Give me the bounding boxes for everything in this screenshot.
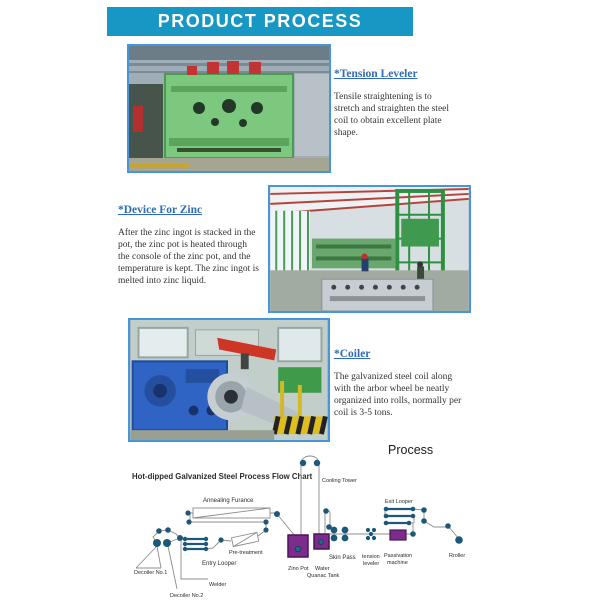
passivation-machine-label-line2: machine	[387, 560, 408, 566]
zinc-device-photo	[268, 185, 471, 313]
rroller-label: Rroller	[449, 553, 466, 559]
page-title: PRODUCT PROCESS	[157, 11, 363, 31]
pre-treatment-label: Pre-treatment	[229, 550, 263, 556]
zinc-pot-label: Zino Pot	[288, 566, 309, 572]
coiler-description: The galvanized steel coil along with the arbor wheel be neatly organized into rolls, normally per coil is 3-5 tons.	[334, 372, 462, 418]
coiler-heading-link[interactable]: *Coiler	[334, 348, 371, 360]
pre-treatment-shape	[231, 532, 258, 546]
entry-looper-label: Entry Looper	[202, 561, 237, 567]
process-heading: Process	[388, 443, 434, 457]
water-tank-roller	[319, 540, 324, 545]
page-title-banner	[107, 7, 413, 36]
tension-leveler-heading-link[interactable]: *Tension Leveler	[334, 68, 418, 80]
water-tank-label-line1: Water	[315, 566, 330, 572]
decoiler-no2-label: Decoiler No.2	[170, 593, 204, 599]
coiler-photo	[128, 318, 330, 442]
entry-looper-bars	[185, 539, 206, 549]
section-tension-leveler	[334, 68, 456, 139]
skin-pass-label: Skin Pass	[329, 555, 356, 561]
passivation-machine-label-line1: Passivation	[384, 553, 413, 559]
process-flow-chart	[118, 455, 478, 600]
section-device-for-zinc	[118, 204, 260, 287]
exit-looper-label: Exit Looper	[385, 499, 413, 505]
water-tank-label-line2: Quanac Tank	[307, 573, 340, 579]
cooling-tower-label: Cooling Tower	[322, 478, 357, 484]
tension-leveler-label-line2: leveler	[363, 561, 380, 567]
zinc-device-photo-illustration	[270, 187, 469, 311]
annealing-furnace-shape	[193, 508, 270, 518]
annealing-furnace-label: Annealing Furance	[203, 498, 254, 504]
zinc-pot-roller	[295, 546, 301, 552]
tension-leveler-photo	[127, 44, 331, 173]
flow-chart-title: Hot-dipped Galvanized Steel Process Flow Chart	[132, 472, 313, 481]
tension-leveler-description: Tensile straightening is to stretch and straighten the steel coil to obtain excellent plate shape.	[334, 92, 450, 138]
tension-leveler-label-line1: tension	[362, 554, 380, 560]
section-coiler	[334, 348, 468, 419]
passivation-machine-shape	[390, 530, 406, 540]
welder-label: Welder	[209, 582, 227, 588]
device-for-zinc-heading-link[interactable]: *Device For Zinc	[118, 204, 203, 216]
decoiler-no1-label: Decoiler No.1	[134, 570, 168, 576]
tension-leveler-photo-illustration	[129, 46, 329, 171]
device-for-zinc-description: After the zinc ingot is stacked in the pot, the zinc pot is heated through the console of the zinc pot, and the temperature is kept. The zinc ingot is melted into zinc liquid.	[118, 228, 259, 286]
coiler-photo-illustration	[130, 320, 328, 440]
